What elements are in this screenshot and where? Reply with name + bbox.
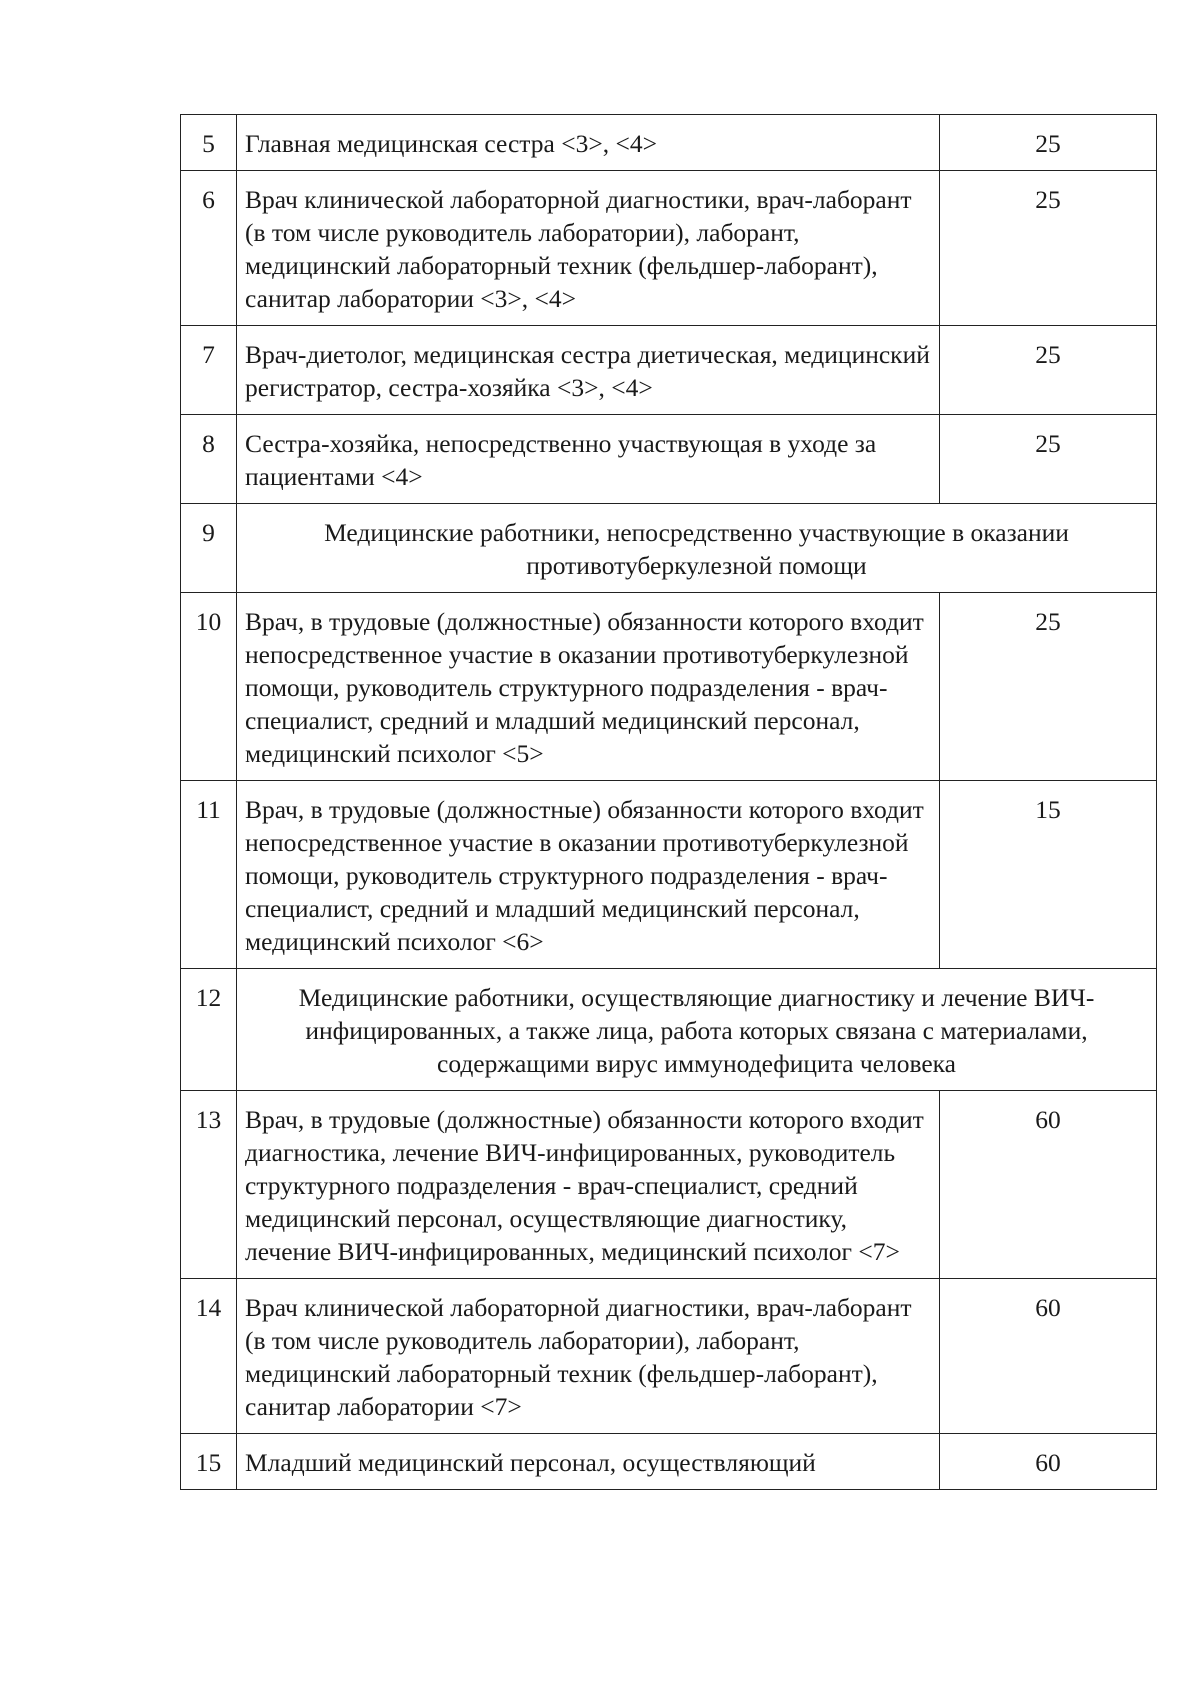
row-number: 14 — [181, 1279, 237, 1434]
table-row — [181, 781, 1157, 969]
table-row — [181, 1279, 1157, 1434]
percent-value: 60 — [940, 1091, 1157, 1279]
position-title: Главная медицинская сестра <3>, <4> — [237, 115, 940, 171]
table-row — [181, 326, 1157, 415]
position-title: Врач, в трудовые (должностные) обязанности которого входит диагностика, лечение ВИЧ-инфицированных, руководитель структурного подразделения - врач-специалист, средний медицинский персонал, осуществляющие диагностику, лечение ВИЧ-инфицированных, медицинский психолог <7> — [237, 1091, 940, 1279]
position-title: Врач, в трудовые (должностные) обязанности которого входит непосредственное участие в оказании противотуберкулезной помощи, руководитель структурного подразделения - врач-специалист, средний и младший медицинский персонал, медицинский психолог <6> — [237, 781, 940, 969]
row-number: 11 — [181, 781, 237, 969]
table-row — [181, 1434, 1157, 1490]
percent-value: 25 — [940, 415, 1157, 504]
row-number: 7 — [181, 326, 237, 415]
section-header-row — [181, 969, 1157, 1091]
table-row — [181, 171, 1157, 326]
row-number: 8 — [181, 415, 237, 504]
row-number: 5 — [181, 115, 237, 171]
percent-value: 60 — [940, 1434, 1157, 1490]
section-header-row — [181, 504, 1157, 593]
section-header: Медицинские работники, осуществляющие диагностику и лечение ВИЧ-инфицированных, а также лица, работа которых связана с материалами, содержащими вирус иммунодефицита человека — [237, 969, 1157, 1091]
percent-value: 25 — [940, 115, 1157, 171]
percent-value: 15 — [940, 781, 1157, 969]
table-row — [181, 1091, 1157, 1279]
percent-value: 25 — [940, 593, 1157, 781]
row-number: 15 — [181, 1434, 237, 1490]
table-row — [181, 415, 1157, 504]
position-title: Врач, в трудовые (должностные) обязанности которого входит непосредственное участие в оказании противотуберкулезной помощи, руководитель структурного подразделения - врач-специалист, средний и младший медицинский персонал, медицинский психолог <5> — [237, 593, 940, 781]
position-title: Врач-диетолог, медицинская сестра диетическая, медицинский регистратор, сестра-хозяйка <3>, <4> — [237, 326, 940, 415]
percent-value: 25 — [940, 171, 1157, 326]
row-number: 10 — [181, 593, 237, 781]
row-number: 9 — [181, 504, 237, 593]
row-number: 6 — [181, 171, 237, 326]
position-title: Врач клинической лабораторной диагностики, врач-лаборант (в том числе руководитель лаборатории), лаборант, медицинский лабораторный техник (фельдшер-лаборант), санитар лаборатории <3>, <4> — [237, 171, 940, 326]
table-row — [181, 115, 1157, 171]
row-number: 13 — [181, 1091, 237, 1279]
allowances-table — [180, 114, 1157, 1490]
percent-value: 25 — [940, 326, 1157, 415]
section-header: Медицинские работники, непосредственно участвующие в оказании противотуберкулезной помощи — [237, 504, 1157, 593]
position-title: Врач клинической лабораторной диагностики, врач-лаборант (в том числе руководитель лаборатории), лаборант, медицинский лабораторный техник (фельдшер-лаборант), санитар лаборатории <7> — [237, 1279, 940, 1434]
table-row — [181, 593, 1157, 781]
row-number: 12 — [181, 969, 237, 1091]
position-title: Сестра-хозяйка, непосредственно участвующая в уходе за пациентами <4> — [237, 415, 940, 504]
percent-value: 60 — [940, 1279, 1157, 1434]
position-title: Младший медицинский персонал, осуществляющий — [237, 1434, 940, 1490]
